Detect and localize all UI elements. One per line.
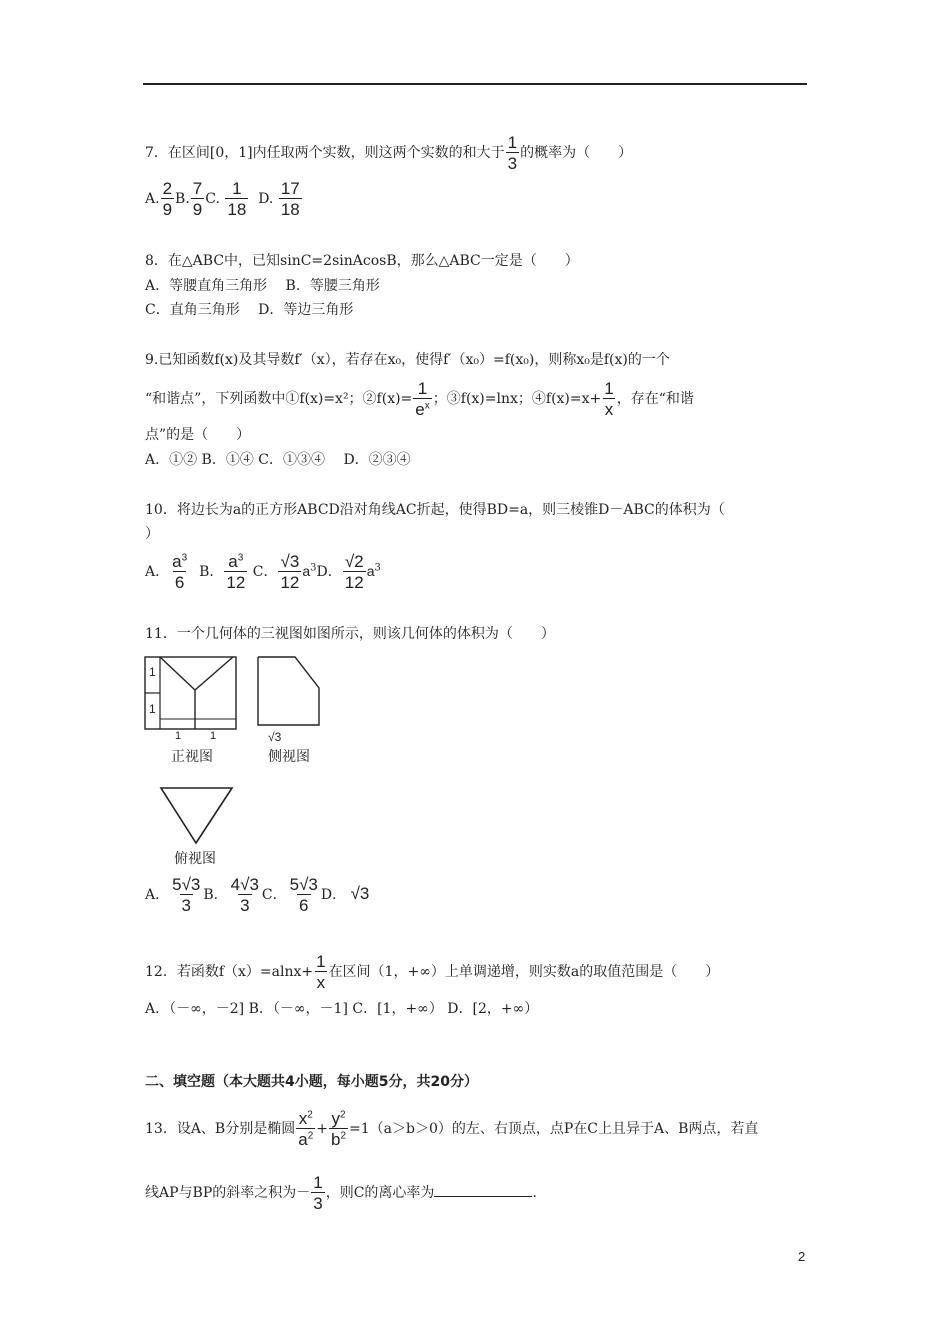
- q7-opt-c: [225, 180, 248, 218]
- front-dim-1-top: 1: [149, 665, 156, 679]
- q11-opt-d: √3: [350, 884, 370, 903]
- q10-opt-a-base: a: [172, 552, 182, 571]
- q11-opt-a-den: 3: [181, 896, 191, 915]
- question-12-stem: [145, 953, 719, 991]
- question-8-stem: 8．在△ABC中，已知sinC=2sinAcosB，那么△ABC一定是（ ）: [145, 253, 579, 269]
- q10-opt-a: [170, 553, 189, 591]
- q10-opt-b-den: 12: [226, 573, 246, 592]
- header-rule: [143, 83, 807, 85]
- q9-frac-x: [602, 380, 615, 418]
- q13-frac-1-num-exp: 2: [307, 1109, 313, 1121]
- q13-text-e: ．: [532, 1185, 547, 1201]
- question-8-options-1: A．等腰直角三角形 B．等腰三角形: [145, 278, 380, 294]
- question-7-options: [145, 180, 303, 218]
- q10-opt-c-num: √3: [280, 552, 300, 571]
- q13-frac-1-den-exp: 2: [307, 1130, 314, 1142]
- q7-text-b: 的概率为（ ）: [520, 145, 633, 161]
- q11-opt-b-label: B．: [203, 887, 228, 903]
- q10-opt-a-den: 6: [174, 573, 185, 592]
- q7-opt-a: [161, 180, 174, 218]
- question-10-line-1: 10．将边长为a的正方形ABCD沿对角线AC折起，使得BD=a，则三棱锥D－ABC的体积为（: [145, 502, 725, 518]
- q13-frac-3-num: 1: [313, 1173, 323, 1192]
- question-9-options: A．①② B．①④ C．①③④ D．②③④: [145, 452, 411, 468]
- q11-opt-a-label: A．: [145, 887, 170, 903]
- q7-opt-d-num: 17: [280, 179, 300, 198]
- q10-opt-c-exp: 3: [310, 562, 317, 574]
- q7-opt-d-label: D.: [258, 191, 274, 207]
- q13-text-d: ，则C的离心率为: [325, 1185, 435, 1201]
- question-13-line-1: [145, 1110, 758, 1148]
- question-11-stem: 11．一个几何体的三视图如图所示，则该几何体的体积为（ ）: [145, 626, 555, 642]
- q13-frac-1-num: [297, 1110, 315, 1128]
- q11-opt-c: [288, 876, 320, 914]
- q11-opt-b-num: 4√3: [230, 875, 259, 894]
- q13-frac-1: [296, 1110, 315, 1148]
- q11-opt-b: [229, 876, 261, 914]
- q13-answer-blank[interactable]: [434, 1184, 532, 1197]
- q10-opt-d-exp: 3: [374, 562, 381, 574]
- q7-opt-a-label: A.: [145, 191, 160, 207]
- q10-opt-c-den: 12: [280, 573, 300, 592]
- q10-opt-a-exp: 3: [181, 552, 188, 564]
- q10-opt-b-base: a: [228, 552, 238, 571]
- q13-text-a: 13．设A、B分别是椭圆: [145, 1121, 296, 1137]
- q10-opt-c-label: C．: [252, 564, 278, 580]
- question-8-options-2: C．直角三角形 D．等边三角形: [145, 302, 354, 318]
- q7-opt-b: [191, 180, 204, 218]
- q7-opt-b-num: 7: [192, 179, 203, 198]
- q13-frac-3-den: 3: [313, 1194, 323, 1213]
- q12-frac-den: x: [316, 973, 326, 992]
- q7-opt-b-den: 9: [192, 200, 203, 219]
- question-9-line-2: [145, 380, 694, 418]
- front-view-label: 正视图: [171, 749, 213, 765]
- q13-frac-3: [311, 1174, 324, 1212]
- q9-frac-x-num: 1: [604, 379, 614, 398]
- q7-opt-b-label: B.: [175, 191, 190, 207]
- q7-frac-num: 1: [507, 133, 518, 152]
- q10-opt-a-label: A．: [145, 564, 170, 580]
- side-dim-sqrt3: √3: [268, 730, 282, 744]
- q10-opt-d: [343, 553, 366, 591]
- q9-text-c: ，存在“和谐: [616, 391, 694, 407]
- question-9-line-1: 9.已知函数f(x)及其导数f′（x），若存在x₀，使得f′（x₀）=f(x₀)，则称x₀是f(x)的一个: [145, 352, 670, 368]
- side-view-label: 侧视图: [268, 749, 310, 765]
- question-12-options: A．（－∞，－2] B．（－∞，－1] C．[1，+∞） D．[2，+∞）: [145, 1001, 539, 1017]
- q13-frac-1-num-base: x: [298, 1109, 308, 1128]
- q10-opt-d-num: √2: [344, 552, 364, 571]
- q10-opt-b-label: B．: [199, 564, 224, 580]
- top-view-figure: [158, 785, 236, 847]
- q11-opt-c-den: 6: [299, 896, 309, 915]
- q12-text-a: 12．若函数f（x）=alnx+: [145, 964, 314, 980]
- q10-opt-d-tail: a: [366, 563, 375, 579]
- q13-frac-1-den-base: a: [298, 1130, 308, 1149]
- front-dim-1-bottom: 1: [149, 702, 156, 716]
- q13-frac-2-den-base: b: [330, 1130, 341, 1149]
- q9-frac-x-den: x: [604, 400, 614, 419]
- q11-opt-a: [170, 876, 202, 914]
- section-2-title: 二、填空题（本大题共4小题，每小题5分，共20分）: [145, 1074, 478, 1090]
- q11-opt-b-den: 3: [240, 896, 250, 915]
- q7-opt-c-label: C.: [205, 191, 220, 207]
- question-7-stem: [145, 134, 632, 172]
- q13-frac-1-den: [296, 1128, 315, 1148]
- q13-frac-2-num-exp: 2: [339, 1109, 346, 1121]
- q10-opt-b-num: [226, 553, 245, 571]
- q9-text-a: “和谐点”，下列函数中①f(x)=x²；②f(x)=: [145, 391, 413, 407]
- q7-frac-den: 3: [507, 154, 518, 173]
- q10-opt-c-tail: a: [302, 563, 311, 579]
- q9-frac-e-exp: x: [424, 400, 430, 412]
- q7-opt-a-num: 2: [162, 179, 173, 198]
- q13-frac-2: [329, 1110, 348, 1148]
- question-10-line-2: ）: [145, 526, 159, 542]
- q10-opt-d-den: 12: [344, 573, 364, 592]
- q7-fraction: [506, 134, 519, 172]
- q13-frac-2-num-base: y: [331, 1109, 340, 1128]
- q11-opt-c-label: C．: [261, 887, 287, 903]
- q13-text-b: =1（a＞b＞0）的左、右顶点，点P在C上且异于A、B两点，若直: [349, 1121, 759, 1137]
- q7-opt-a-den: 9: [162, 200, 173, 219]
- q9-text-b: ；③f(x)=lnx；④f(x)=x+: [432, 391, 602, 407]
- front-dim-1-left: 1: [175, 730, 182, 742]
- q7-text-a: 7．在区间[0，1]内任取两个实数，则这两个实数的和大于: [145, 145, 505, 161]
- q10-opt-c: [278, 553, 301, 591]
- q10-opt-b: [224, 553, 247, 591]
- side-view-figure: [255, 655, 325, 735]
- q7-opt-c-num: 1: [232, 179, 242, 198]
- q10-opt-d-label: D．: [316, 564, 342, 580]
- q7-opt-c-den: 18: [227, 200, 247, 219]
- q11-opt-d-label: D．: [320, 887, 347, 903]
- question-9-line-3: 点”的是（ ）: [145, 427, 251, 443]
- question-11-options: [145, 876, 369, 914]
- front-dim-1-right: 1: [210, 730, 217, 742]
- q13-text-c: 线AP与BP的斜率之积为－: [145, 1185, 311, 1201]
- q11-opt-c-num: 5√3: [289, 875, 318, 894]
- q12-fraction: [314, 953, 327, 991]
- q10-opt-a-num: [170, 553, 189, 571]
- q13-frac-2-num: [329, 1110, 347, 1128]
- q7-opt-d-den: 18: [280, 200, 300, 219]
- q9-frac-e: [413, 380, 431, 418]
- q12-text-b: 在区间（1，+∞）上单调递增，则实数a的取值范围是（ ）: [328, 964, 720, 980]
- q7-opt-d: [279, 180, 302, 218]
- q13-plus: +: [316, 1121, 328, 1137]
- question-13-line-2: [145, 1174, 546, 1212]
- q13-frac-2-den: [329, 1128, 348, 1148]
- page-number: 2: [798, 1249, 806, 1264]
- q9-frac-e-den: [413, 398, 431, 418]
- q12-frac-num: 1: [316, 952, 326, 971]
- q10-opt-b-exp: 3: [237, 552, 244, 564]
- q9-frac-e-num: 1: [417, 379, 428, 398]
- q13-frac-2-den-exp: 2: [340, 1130, 347, 1142]
- q9-frac-e-base: e: [415, 400, 425, 419]
- question-10-options: [145, 553, 381, 591]
- q11-opt-a-num: 5√3: [172, 875, 201, 894]
- front-view-figure: [143, 655, 243, 735]
- top-view-label: 俯视图: [174, 851, 216, 867]
